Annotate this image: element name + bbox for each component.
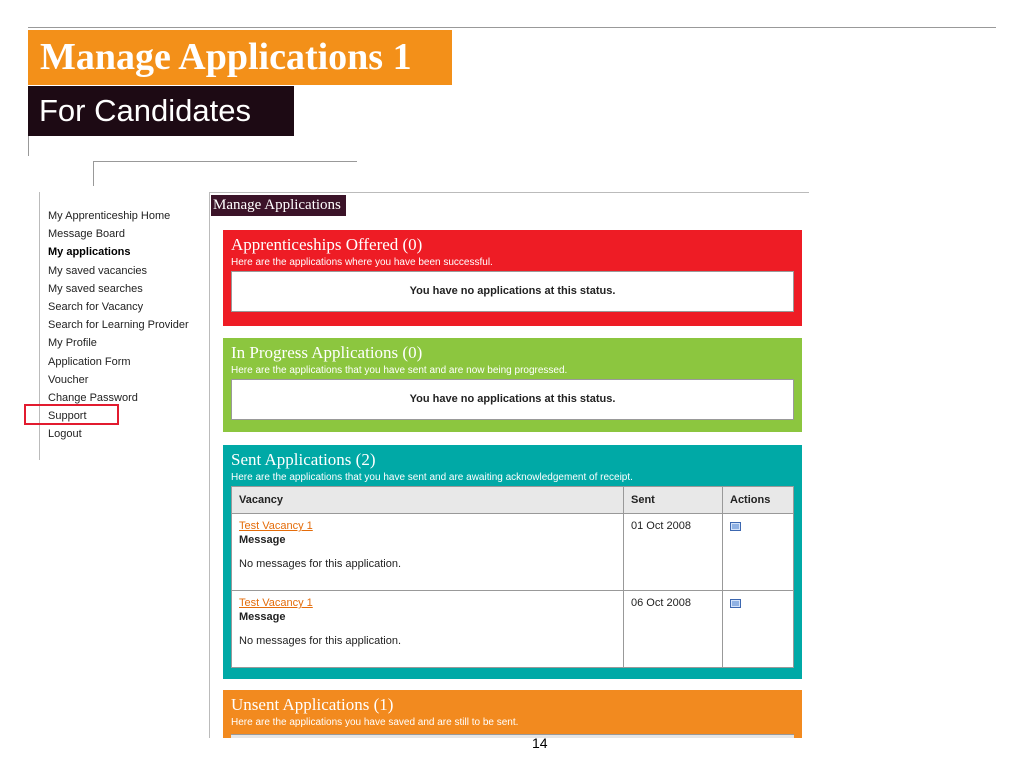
vacancy-cell: [232, 591, 624, 668]
nav-item-voucher[interactable]: Voucher: [48, 373, 89, 386]
top-rule: [28, 27, 996, 28]
nav-item-saved-vacancies[interactable]: My saved vacancies: [48, 264, 148, 277]
nav-item-saved-searches[interactable]: My saved searches: [48, 282, 143, 295]
support-highlight-box: [24, 404, 119, 425]
empty-message: You have no applications at this status.: [409, 393, 616, 405]
empty-message: You have no applications at this status.: [409, 285, 616, 297]
panel-sent-applications: [223, 445, 802, 679]
page-number: 14: [532, 735, 548, 751]
panel-unsent-applications: [223, 690, 802, 738]
nav-item-message-board[interactable]: Message Board: [48, 228, 126, 241]
main-top-rule: [209, 192, 809, 193]
actions-cell: [723, 514, 794, 591]
panel-content: [231, 271, 794, 312]
vacancy-link[interactable]: Test Vacancy 1: [239, 520, 313, 532]
decorative-rule-vertical: [93, 161, 94, 186]
panel-description: Here are the applications that you have sent and are awaiting acknowledgement of receipt.: [231, 472, 633, 483]
panel-title: In Progress Applications (0): [231, 343, 423, 362]
message-text: No messages for this application.: [239, 558, 402, 570]
view-icon[interactable]: [730, 522, 741, 531]
nav-item-change-password[interactable]: Change Password: [48, 392, 138, 405]
panel-in-progress-applications: [223, 338, 802, 432]
nav-item-my-profile[interactable]: My Profile: [48, 337, 97, 350]
message-label: Message: [239, 534, 286, 546]
nav-item-my-applications[interactable]: My applications: [48, 246, 131, 259]
panel-description: Here are the applications where you have been successful.: [231, 257, 493, 268]
actions-cell: [723, 591, 794, 668]
panel-content: [231, 486, 794, 668]
panel-description: Here are the applications that you have sent and are now being progressed.: [231, 365, 568, 376]
nav-item-search-vacancy[interactable]: Search for Vacancy: [48, 301, 144, 314]
main-title: Manage Applications: [211, 195, 346, 216]
nav-item-apprenticeship-home[interactable]: My Apprenticeship Home: [48, 210, 171, 222]
nav-item-search-learning-provider[interactable]: Search for Learning Provider: [48, 319, 189, 332]
sent-applications-table: [232, 487, 793, 667]
vacancy-cell: [232, 514, 624, 591]
nav-item-support[interactable]: Support: [48, 410, 87, 423]
nav-item-application-form[interactable]: Application Form: [48, 355, 131, 368]
view-icon[interactable]: [730, 599, 741, 608]
panel-content: [231, 379, 794, 420]
table-row: [232, 514, 793, 591]
panel-title: Apprenticeships Offered (0): [231, 235, 423, 254]
column-header-vacancy: Vacancy: [232, 487, 624, 514]
panel-title: Unsent Applications (1): [231, 695, 394, 714]
column-header-sent: Sent: [624, 487, 723, 514]
column-header-actions: Actions: [723, 487, 794, 514]
nav-item-logout[interactable]: Logout: [48, 428, 82, 441]
main-left-rule: [209, 192, 210, 738]
table-row: [232, 591, 793, 668]
panel-description: Here are the applications you have saved and are still to be sent.: [231, 717, 519, 728]
message-label: Message: [239, 611, 286, 623]
table-header-row: [232, 487, 793, 514]
decorative-rule: [93, 161, 357, 162]
panel-apprenticeships-offered: [223, 230, 802, 326]
message-text: No messages for this application.: [239, 635, 402, 647]
slide-title: Manage Applications 1: [28, 30, 452, 85]
sent-date: 06 Oct 2008: [624, 591, 723, 668]
sent-date: 01 Oct 2008: [624, 514, 723, 591]
panel-content: [231, 734, 794, 738]
slide-subtitle: For Candidates: [28, 86, 294, 136]
vacancy-link[interactable]: Test Vacancy 1: [239, 597, 313, 609]
panel-title: Sent Applications (2): [231, 450, 376, 469]
left-rule: [28, 136, 29, 156]
